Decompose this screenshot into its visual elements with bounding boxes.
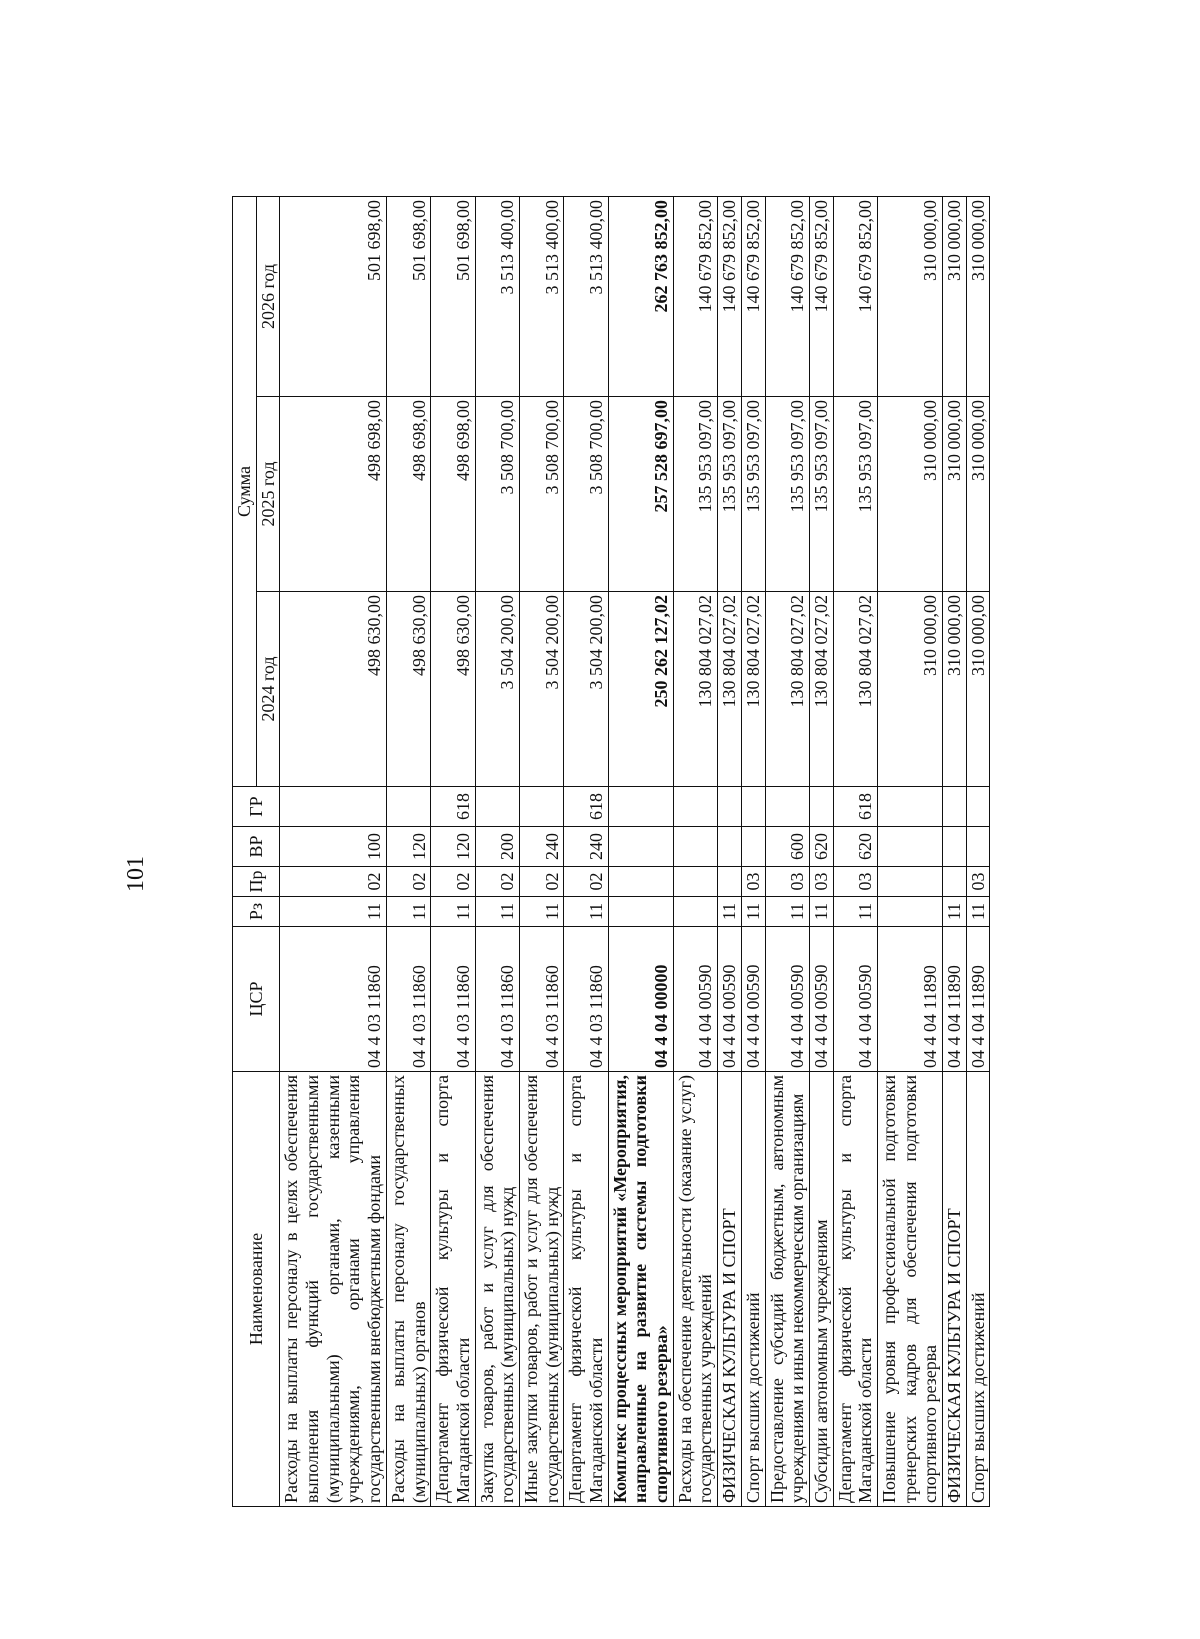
cell-y2026: 310 000,00 xyxy=(877,196,942,396)
cell-pr xyxy=(718,867,742,897)
table-row xyxy=(673,196,717,1506)
cell-gr xyxy=(809,787,833,827)
cell-name: Расходы на выплаты персоналу государственных (муниципальных) органов xyxy=(386,1072,430,1507)
cell-pr: 03 xyxy=(833,867,877,897)
header-csr: ЦСР xyxy=(233,927,280,1072)
cell-y2024: 498 630,00 xyxy=(431,592,475,787)
cell-y2025: 135 953 097,00 xyxy=(809,397,833,592)
cell-vr: 240 xyxy=(564,827,608,867)
cell-csr: 04 4 04 00590 xyxy=(741,927,765,1072)
header-row-1 xyxy=(233,196,257,1506)
cell-y2025: 498 698,00 xyxy=(280,397,386,592)
table-row xyxy=(741,196,765,1506)
cell-pr: 02 xyxy=(431,867,475,897)
cell-gr xyxy=(519,787,563,827)
cell-csr: 04 4 04 00590 xyxy=(718,927,742,1072)
cell-name: Спорт высших достижений xyxy=(741,1072,765,1507)
cell-csr: 04 4 03 11860 xyxy=(386,927,430,1072)
cell-y2026: 140 679 852,00 xyxy=(809,196,833,396)
cell-y2026: 140 679 852,00 xyxy=(833,196,877,396)
cell-pr xyxy=(877,867,942,897)
cell-pr: 03 xyxy=(966,867,990,897)
cell-pr xyxy=(608,867,673,897)
cell-gr xyxy=(608,787,673,827)
cell-pr: 02 xyxy=(280,867,386,897)
cell-y2026: 140 679 852,00 xyxy=(765,196,809,396)
cell-y2024: 3 504 200,00 xyxy=(519,592,563,787)
cell-rz xyxy=(608,897,673,927)
cell-vr: 620 xyxy=(833,827,877,867)
cell-y2026: 501 698,00 xyxy=(280,196,386,396)
cell-y2024: 3 504 200,00 xyxy=(475,592,519,787)
cell-rz: 11 xyxy=(741,897,765,927)
cell-vr xyxy=(608,827,673,867)
cell-vr xyxy=(877,827,942,867)
cell-y2024: 3 504 200,00 xyxy=(564,592,608,787)
cell-y2026: 140 679 852,00 xyxy=(741,196,765,396)
cell-y2024: 130 804 027,02 xyxy=(741,592,765,787)
cell-y2025: 498 698,00 xyxy=(431,397,475,592)
cell-y2024: 130 804 027,02 xyxy=(809,592,833,787)
cell-y2025: 135 953 097,00 xyxy=(718,397,742,592)
cell-y2025: 310 000,00 xyxy=(943,397,967,592)
header-pr: Пр xyxy=(233,867,280,897)
cell-name: Спорт высших достижений xyxy=(966,1072,990,1507)
cell-csr: 04 4 04 00590 xyxy=(765,927,809,1072)
cell-y2025: 257 528 697,00 xyxy=(608,397,673,592)
cell-y2024: 130 804 027,02 xyxy=(673,592,717,787)
cell-y2025: 310 000,00 xyxy=(877,397,942,592)
cell-y2024: 130 804 027,02 xyxy=(718,592,742,787)
cell-y2024: 310 000,00 xyxy=(877,592,942,787)
cell-y2024: 310 000,00 xyxy=(966,592,990,787)
cell-gr xyxy=(943,787,967,827)
cell-pr: 02 xyxy=(475,867,519,897)
cell-vr xyxy=(966,827,990,867)
cell-pr: 03 xyxy=(809,867,833,897)
cell-pr: 03 xyxy=(741,867,765,897)
cell-gr xyxy=(386,787,430,827)
cell-rz: 11 xyxy=(718,897,742,927)
cell-y2026: 310 000,00 xyxy=(966,196,990,396)
cell-y2025: 3 508 700,00 xyxy=(519,397,563,592)
cell-gr xyxy=(966,787,990,827)
cell-csr: 04 4 04 00000 xyxy=(608,927,673,1072)
cell-name: Департамент физической культуры и спорта Магаданской области xyxy=(833,1072,877,1507)
cell-csr: 04 4 04 11890 xyxy=(943,927,967,1072)
cell-y2024: 498 630,00 xyxy=(386,592,430,787)
cell-csr: 04 4 04 00590 xyxy=(673,927,717,1072)
cell-pr: 02 xyxy=(519,867,563,897)
cell-pr: 02 xyxy=(564,867,608,897)
cell-csr: 04 4 04 00590 xyxy=(809,927,833,1072)
cell-csr: 04 4 04 00590 xyxy=(833,927,877,1072)
cell-pr: 02 xyxy=(386,867,430,897)
cell-rz: 11 xyxy=(519,897,563,927)
cell-y2026: 140 679 852,00 xyxy=(718,196,742,396)
cell-vr: 200 xyxy=(475,827,519,867)
table-row xyxy=(431,196,475,1506)
cell-vr xyxy=(943,827,967,867)
cell-csr: 04 4 03 11860 xyxy=(475,927,519,1072)
cell-csr: 04 4 03 11860 xyxy=(564,927,608,1072)
cell-rz: 11 xyxy=(564,897,608,927)
cell-y2025: 135 953 097,00 xyxy=(741,397,765,592)
cell-y2026: 3 513 400,00 xyxy=(564,196,608,396)
table-body xyxy=(280,196,990,1506)
table-row xyxy=(280,196,386,1506)
table-row xyxy=(877,196,942,1506)
cell-vr xyxy=(741,827,765,867)
cell-y2026: 3 513 400,00 xyxy=(475,196,519,396)
cell-name: Комплекс процессных мероприятий «Мероприятия, направленные на развитие системы подготовки спортивного резерва» xyxy=(608,1072,673,1507)
cell-gr xyxy=(877,787,942,827)
table-row xyxy=(765,196,809,1506)
table-row xyxy=(833,196,877,1506)
cell-csr: 04 4 03 11860 xyxy=(431,927,475,1072)
cell-rz xyxy=(877,897,942,927)
cell-rz: 11 xyxy=(431,897,475,927)
cell-vr: 100 xyxy=(280,827,386,867)
cell-gr: 618 xyxy=(431,787,475,827)
cell-vr xyxy=(718,827,742,867)
cell-gr: 618 xyxy=(833,787,877,827)
cell-csr: 04 4 04 11890 xyxy=(966,927,990,1072)
header-sum: Сумма xyxy=(233,196,257,786)
cell-gr xyxy=(765,787,809,827)
cell-y2026: 3 513 400,00 xyxy=(519,196,563,396)
header-2026: 2026 год xyxy=(256,196,280,396)
cell-vr: 600 xyxy=(765,827,809,867)
cell-name: Иные закупки товаров, работ и услуг для обеспечения государственных (муниципальных) нужд xyxy=(519,1072,563,1507)
cell-gr xyxy=(673,787,717,827)
cell-y2025: 3 508 700,00 xyxy=(475,397,519,592)
cell-csr: 04 4 04 11890 xyxy=(877,927,942,1072)
cell-rz: 11 xyxy=(833,897,877,927)
cell-pr xyxy=(943,867,967,897)
cell-csr: 04 4 03 11860 xyxy=(280,927,386,1072)
table-row xyxy=(943,196,967,1506)
cell-name: Предоставление субсидий бюджетным, автономным учреждениям и иным некоммерческим организациям xyxy=(765,1072,809,1507)
cell-name: Департамент физической культуры и спорта Магаданской области xyxy=(431,1072,475,1507)
table-row xyxy=(608,196,673,1506)
header-name: Наименование xyxy=(233,1072,280,1507)
cell-y2024: 310 000,00 xyxy=(943,592,967,787)
cell-pr xyxy=(673,867,717,897)
header-2025: 2025 год xyxy=(256,397,280,592)
cell-y2025: 3 508 700,00 xyxy=(564,397,608,592)
cell-y2024: 130 804 027,02 xyxy=(833,592,877,787)
table-row xyxy=(564,196,608,1506)
cell-vr: 120 xyxy=(386,827,430,867)
cell-y2024: 130 804 027,02 xyxy=(765,592,809,787)
budget-table xyxy=(232,196,990,1507)
cell-name: Расходы на обеспечение деятельности (оказание услуг) государственных учреждений xyxy=(673,1072,717,1507)
cell-gr xyxy=(280,787,386,827)
cell-csr: 04 4 03 11860 xyxy=(519,927,563,1072)
header-gr: ГР xyxy=(233,787,280,827)
cell-name: Департамент физической культуры и спорта Магаданской области xyxy=(564,1072,608,1507)
cell-name: Расходы на выплаты персоналу в целях обеспечения выполнения функций государственными (муниципальными) органами, казенными учреждениями, органами управления государственными внебюджетными фондами xyxy=(280,1072,386,1507)
cell-rz: 11 xyxy=(280,897,386,927)
cell-vr: 240 xyxy=(519,827,563,867)
cell-rz: 11 xyxy=(386,897,430,927)
cell-y2025: 135 953 097,00 xyxy=(833,397,877,592)
cell-gr xyxy=(741,787,765,827)
cell-y2026: 310 000,00 xyxy=(943,196,967,396)
page-number: 101 xyxy=(123,856,149,892)
cell-name: Субсидии автономным учреждениям xyxy=(809,1072,833,1507)
cell-pr: 03 xyxy=(765,867,809,897)
cell-rz: 11 xyxy=(943,897,967,927)
cell-y2025: 310 000,00 xyxy=(966,397,990,592)
cell-rz: 11 xyxy=(475,897,519,927)
cell-y2026: 501 698,00 xyxy=(386,196,430,396)
cell-rz: 11 xyxy=(765,897,809,927)
cell-y2025: 135 953 097,00 xyxy=(765,397,809,592)
cell-y2026: 501 698,00 xyxy=(431,196,475,396)
cell-name: Закупка товаров, работ и услуг для обеспечения государственных (муниципальных) нужд xyxy=(475,1072,519,1507)
cell-vr xyxy=(673,827,717,867)
table-row xyxy=(386,196,430,1506)
header-vr: ВР xyxy=(233,827,280,867)
cell-gr xyxy=(475,787,519,827)
table-row xyxy=(475,196,519,1506)
cell-rz: 11 xyxy=(809,897,833,927)
table-row xyxy=(809,196,833,1506)
cell-y2024: 250 262 127,02 xyxy=(608,592,673,787)
cell-name: ФИЗИЧЕСКАЯ КУЛЬТУРА И СПОРТ xyxy=(943,1072,967,1507)
cell-vr: 620 xyxy=(809,827,833,867)
cell-y2026: 140 679 852,00 xyxy=(673,196,717,396)
cell-gr: 618 xyxy=(564,787,608,827)
cell-rz xyxy=(673,897,717,927)
cell-y2026: 262 763 852,00 xyxy=(608,196,673,396)
cell-name: Повышение уровня профессиональной подготовки тренерских кадров для обеспечения подготовки спортивного резерва xyxy=(877,1072,942,1507)
table-row xyxy=(718,196,742,1506)
cell-y2024: 498 630,00 xyxy=(280,592,386,787)
header-2024: 2024 год xyxy=(256,592,280,787)
cell-gr xyxy=(718,787,742,827)
cell-y2025: 135 953 097,00 xyxy=(673,397,717,592)
rotated-table-wrapper xyxy=(232,197,1062,1507)
cell-rz: 11 xyxy=(966,897,990,927)
cell-vr: 120 xyxy=(431,827,475,867)
cell-name: ФИЗИЧЕСКАЯ КУЛЬТУРА И СПОРТ xyxy=(718,1072,742,1507)
header-rz: Рз xyxy=(233,897,280,927)
table-row xyxy=(966,196,990,1506)
table-row xyxy=(519,196,563,1506)
cell-y2025: 498 698,00 xyxy=(386,397,430,592)
